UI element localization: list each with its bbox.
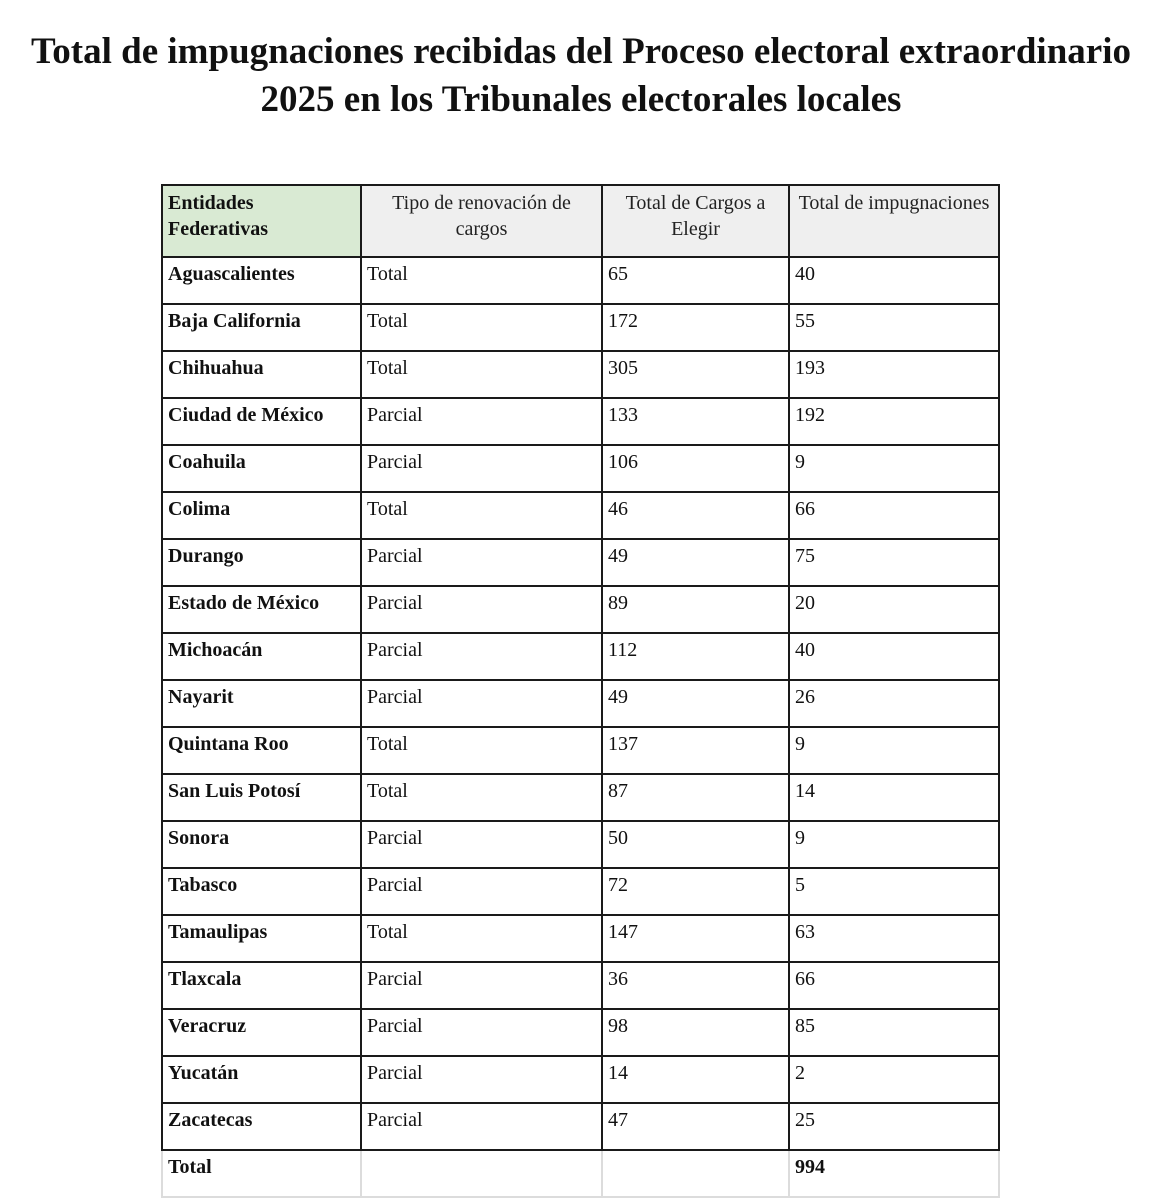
- cargos-cell: 172: [602, 304, 789, 351]
- table-row: [162, 962, 999, 1009]
- table-row: [162, 680, 999, 727]
- table-row: [162, 915, 999, 962]
- table-header-row: [162, 185, 999, 257]
- impugnaciones-cell: 75: [789, 539, 999, 586]
- table-row: [162, 539, 999, 586]
- impugnaciones-cell: 26: [789, 680, 999, 727]
- page-title: Total de impugnaciones recibidas del Proceso electoral extraordinario 2025 en los Tribunales electorales locales: [31, 31, 1131, 120]
- entidad-cell: Coahuila: [162, 445, 361, 492]
- tipo-cell: Total: [361, 727, 602, 774]
- impugnaciones-cell: 55: [789, 304, 999, 351]
- table-row: [162, 398, 999, 445]
- tipo-cell: Parcial: [361, 1103, 602, 1150]
- tipo-cell: Total: [361, 492, 602, 539]
- entidad-cell: Sonora: [162, 821, 361, 868]
- total-tipo-cell: [361, 1150, 602, 1197]
- cargos-cell: 87: [602, 774, 789, 821]
- table-row: [162, 774, 999, 821]
- cargos-cell: 137: [602, 727, 789, 774]
- column-header-entidades: Entidades Federativas: [162, 185, 361, 257]
- entidad-cell: Zacatecas: [162, 1103, 361, 1150]
- total-row: [162, 1150, 999, 1197]
- entidad-cell: Durango: [162, 539, 361, 586]
- entidad-cell: San Luis Potosí: [162, 774, 361, 821]
- table-row: [162, 821, 999, 868]
- cargos-cell: 65: [602, 257, 789, 304]
- cargos-cell: 36: [602, 962, 789, 1009]
- impugnaciones-cell: 63: [789, 915, 999, 962]
- tipo-cell: Parcial: [361, 821, 602, 868]
- cargos-cell: 49: [602, 680, 789, 727]
- table-row: [162, 727, 999, 774]
- tipo-cell: Total: [361, 257, 602, 304]
- impugnaciones-cell: 40: [789, 633, 999, 680]
- impugnaciones-cell: 40: [789, 257, 999, 304]
- total-impugnaciones-value: 994: [789, 1150, 999, 1197]
- entidad-cell: Aguascalientes: [162, 257, 361, 304]
- impugnaciones-cell: 14: [789, 774, 999, 821]
- table-row: [162, 868, 999, 915]
- entidad-cell: Michoacán: [162, 633, 361, 680]
- entidad-cell: Baja California: [162, 304, 361, 351]
- tipo-cell: Parcial: [361, 1056, 602, 1103]
- impugnaciones-cell: 85: [789, 1009, 999, 1056]
- cargos-cell: 112: [602, 633, 789, 680]
- total-cargos-cell: [602, 1150, 789, 1197]
- entidad-cell: Tabasco: [162, 868, 361, 915]
- impugnaciones-cell: 66: [789, 492, 999, 539]
- table-row: [162, 586, 999, 633]
- cargos-cell: 49: [602, 539, 789, 586]
- entidad-cell: Yucatán: [162, 1056, 361, 1103]
- entidad-cell: Tamaulipas: [162, 915, 361, 962]
- cargos-cell: 133: [602, 398, 789, 445]
- cargos-cell: 98: [602, 1009, 789, 1056]
- impugnaciones-cell: 9: [789, 821, 999, 868]
- cargos-cell: 147: [602, 915, 789, 962]
- cargos-cell: 46: [602, 492, 789, 539]
- cargos-cell: 14: [602, 1056, 789, 1103]
- entidad-cell: Chihuahua: [162, 351, 361, 398]
- impugnaciones-cell: 193: [789, 351, 999, 398]
- tipo-cell: Total: [361, 915, 602, 962]
- tipo-cell: Parcial: [361, 586, 602, 633]
- tipo-cell: Parcial: [361, 680, 602, 727]
- impugnaciones-cell: 25: [789, 1103, 999, 1150]
- impugnaciones-cell: 2: [789, 1056, 999, 1103]
- entidad-cell: Estado de México: [162, 586, 361, 633]
- table-row: [162, 1103, 999, 1150]
- entidad-cell: Ciudad de México: [162, 398, 361, 445]
- impugnaciones-table: [161, 184, 1000, 1198]
- tipo-cell: Parcial: [361, 633, 602, 680]
- entidad-cell: Colima: [162, 492, 361, 539]
- impugnaciones-cell: 20: [789, 586, 999, 633]
- cargos-cell: 106: [602, 445, 789, 492]
- table-row: [162, 633, 999, 680]
- impugnaciones-cell: 9: [789, 727, 999, 774]
- tipo-cell: Parcial: [361, 539, 602, 586]
- cargos-cell: 47: [602, 1103, 789, 1150]
- table-row: [162, 1009, 999, 1056]
- impugnaciones-cell: 66: [789, 962, 999, 1009]
- cargos-cell: 50: [602, 821, 789, 868]
- entidad-cell: Tlaxcala: [162, 962, 361, 1009]
- total-label: Total: [162, 1150, 361, 1197]
- tipo-cell: Total: [361, 351, 602, 398]
- entidad-cell: Quintana Roo: [162, 727, 361, 774]
- entidad-cell: Nayarit: [162, 680, 361, 727]
- table-row: [162, 351, 999, 398]
- tipo-cell: Total: [361, 774, 602, 821]
- cargos-cell: 89: [602, 586, 789, 633]
- tipo-cell: Parcial: [361, 398, 602, 445]
- column-header-tipo: Tipo de renovación de cargos: [361, 185, 602, 257]
- table-row: [162, 492, 999, 539]
- cargos-cell: 72: [602, 868, 789, 915]
- table-row: [162, 304, 999, 351]
- impugnaciones-cell: 192: [789, 398, 999, 445]
- table-row: [162, 257, 999, 304]
- table-body: [162, 257, 999, 1197]
- column-header-impugnaciones: Total de impugnaciones: [789, 185, 999, 257]
- table-row: [162, 445, 999, 492]
- tipo-cell: Parcial: [361, 1009, 602, 1056]
- tipo-cell: Parcial: [361, 962, 602, 1009]
- column-header-cargos: Total de Cargos a Elegir: [602, 185, 789, 257]
- tipo-cell: Parcial: [361, 445, 602, 492]
- tipo-cell: Total: [361, 304, 602, 351]
- impugnaciones-cell: 9: [789, 445, 999, 492]
- impugnaciones-cell: 5: [789, 868, 999, 915]
- cargos-cell: 305: [602, 351, 789, 398]
- tipo-cell: Parcial: [361, 868, 602, 915]
- entidad-cell: Veracruz: [162, 1009, 361, 1056]
- table-row: [162, 1056, 999, 1103]
